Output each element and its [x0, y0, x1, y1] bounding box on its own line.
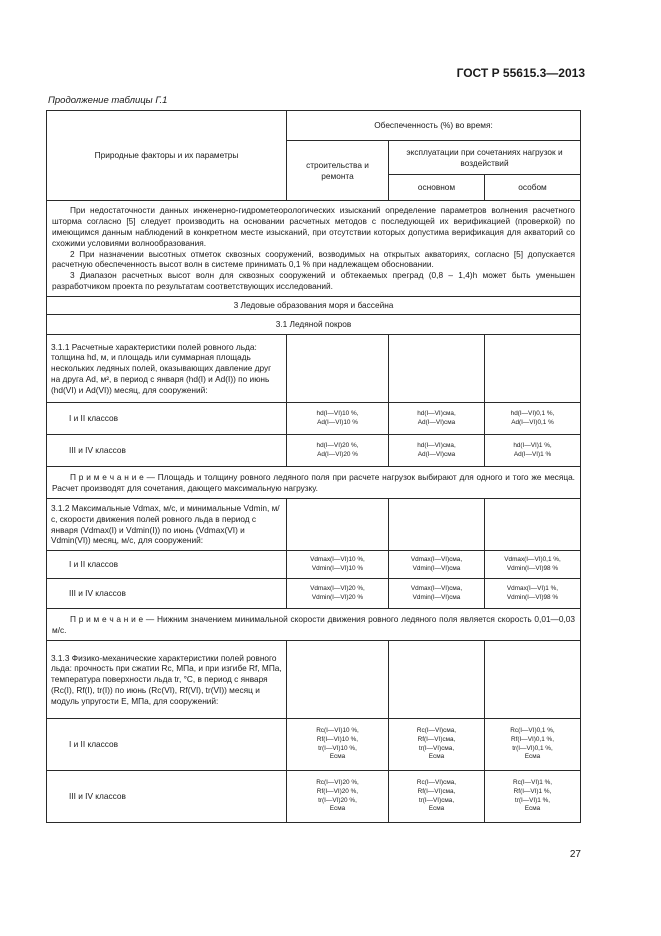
- class-3-4-label: III и IV классов: [47, 435, 287, 467]
- value-cell: Rc(I—VI)0,1 %, Rf(I—VI)0,1 %, tr(I—VI)0,1 %, Eсма: [485, 719, 581, 771]
- value-cell: Rc(I—VI)сма, Rf(I—VI)сма, tr(I—VI)сма, Eсма: [389, 771, 485, 823]
- value-cell: Rc(I—VI)10 %, Rf(I—VI)10 %, tr(I—VI)10 %, Eсма: [287, 719, 389, 771]
- class-3-4-label: III и IV классов: [47, 579, 287, 609]
- section-ice-cover: 3.1 Ледяной покров: [47, 315, 581, 335]
- wave-note-1: При недостаточности данных инженерно-гидрометеорологических изысканий определение параметров волнения расчетного шторма согласно [5] следует производить на основании расчетных методов с последующей их верификацией (проверкой) по имеющимся данным наблюдений в конкретном месте изысканий, при отсутствии которых допустима верификация для акваторий со схожими условиями волнообразования.: [52, 205, 575, 248]
- value-cell: Vdmax(I—VI)0,1 %, Vdmin(I—VI)98 %: [485, 551, 581, 579]
- value-cell: hd(I—VI)0,1 %, Ad(I—VI)0,1 %: [485, 403, 581, 435]
- class-1-2-label: I и II классов: [47, 403, 287, 435]
- note-ice-speed: П р и м е ч а н и е — Нижним значением минимальной скорости движения ровного ледяного поля является скорость 0,01—0,03 м/с.: [47, 609, 581, 641]
- class-3-4-label: III и IV классов: [47, 771, 287, 823]
- value-cell: Vdmax(I—VI)10 %, Vdmin(I—VI)10 %: [287, 551, 389, 579]
- header-probability: Обеспеченность (%) во время:: [287, 111, 581, 141]
- value-cell: Vdmax(I—VI)1 %, Vdmin(I—VI)98 %: [485, 579, 581, 609]
- value-cell: Rc(I—VI)20 %, Rf(I—VI)20 %, tr(I—VI)20 %, Eсма: [287, 771, 389, 823]
- table-continuation-label: Продолжение таблицы Г.1: [48, 95, 168, 106]
- note-ice-area: П р и м е ч а н и е — Площадь и толщину ровного ледяного поля при расчете нагрузок выбирают для одного и того же месяца. Расчет производят для сочетания, дающего максимальную нагрузку.: [47, 467, 581, 499]
- item-3-1-3: 3.1.3 Физико-механические характеристики полей ровного льда: прочность при сжатии Rc, МПа, и при изгибе Rf, МПа, температура поверхности льда tr, °C, в период с января (Rc(I), Rf(I), tr(I)) по июнь (Rc(VI), Rf(VI), tr(VI)) месяц и модуль упругости E, МПа, для сооружений:: [47, 641, 287, 719]
- class-1-2-label: I и II классов: [47, 719, 287, 771]
- item-3-1-1: 3.1.1 Расчетные характеристики полей ровного льда: толщина hd, м, и площадь или суммарная площадь нескольких ледяных полей, оказывающих давление друг на друга Ad, м², в период с января (hd(I) и Ad(I)) по июнь (hd(VI) и Ad(VI)) месяц, для сооружений:: [47, 335, 287, 403]
- value-cell: Rc(I—VI)1 %, Rf(I—VI)1 %, tr(I—VI)1 %, Eсма: [485, 771, 581, 823]
- class-1-2-label: I и II классов: [47, 551, 287, 579]
- value-cell: Vdmax(I—VI)20 %, Vdmin(I—VI)20 %: [287, 579, 389, 609]
- header-exploitation: эксплуатации при сочетаниях нагрузок и воздействий: [389, 141, 581, 175]
- value-cell: hd(I—VI)10 %, Ad(I—VI)10 %: [287, 403, 389, 435]
- wave-notes: [47, 201, 581, 297]
- header-construction: строительства и ремонта: [287, 141, 389, 201]
- page-number: 27: [569, 849, 581, 860]
- wave-note-3: 3 Диапазон расчетных высот волн для сквозных сооружений и обтекаемых преград (0,8 – 1,4)h может быть уменьшен разработчиком проекта по результатам соответствующих исследований.: [52, 270, 575, 291]
- header-factors: Природные факторы и их параметры: [47, 111, 287, 201]
- value-cell: hd(I—VI)сма, Ad(I—VI)сма: [389, 403, 485, 435]
- header-special: особом: [485, 175, 581, 201]
- wave-note-2: 2 При назначении высотных отметок сквозных сооружений, возводимых на открытых акваториях, согласно [5] допускается расчетную обеспеченность высот волн в системе принимать 0,1 % при надлежащем обосновании.: [52, 248, 575, 270]
- value-cell: Vdmax(I—VI)сма, Vdmin(I—VI)сма: [389, 551, 485, 579]
- value-cell: hd(I—VI)1 %, Ad(I—VI)1 %: [485, 435, 581, 467]
- value-cell: Vdmax(I—VI)сма, Vdmin(I—VI)сма: [389, 579, 485, 609]
- standard-number: ГОСТ Р 55615.3—2013: [456, 66, 585, 80]
- section-ice: 3 Ледовые образования моря и бассейна: [47, 297, 581, 315]
- item-3-1-2: 3.1.2 Максимальные Vdmax, м/с, и минимальные Vdmin, м/с, скорости движения полей ровного льда в период с января (Vdmax(I) и Vdmin(I)) по июнь (Vdmax(VI) и Vdmin(VI)) месяц, м/с, для сооружений:: [47, 499, 287, 551]
- value-cell: hd(I—VI)сма, Ad(I—VI)сма: [389, 435, 485, 467]
- header-basic: основном: [389, 175, 485, 201]
- natural-factors-table: [46, 110, 581, 823]
- value-cell: hd(I—VI)20 %, Ad(I—VI)20 %: [287, 435, 389, 467]
- value-cell: Rc(I—VI)сма, Rf(I—VI)сма, tr(I—VI)сма, Eсма: [389, 719, 485, 771]
